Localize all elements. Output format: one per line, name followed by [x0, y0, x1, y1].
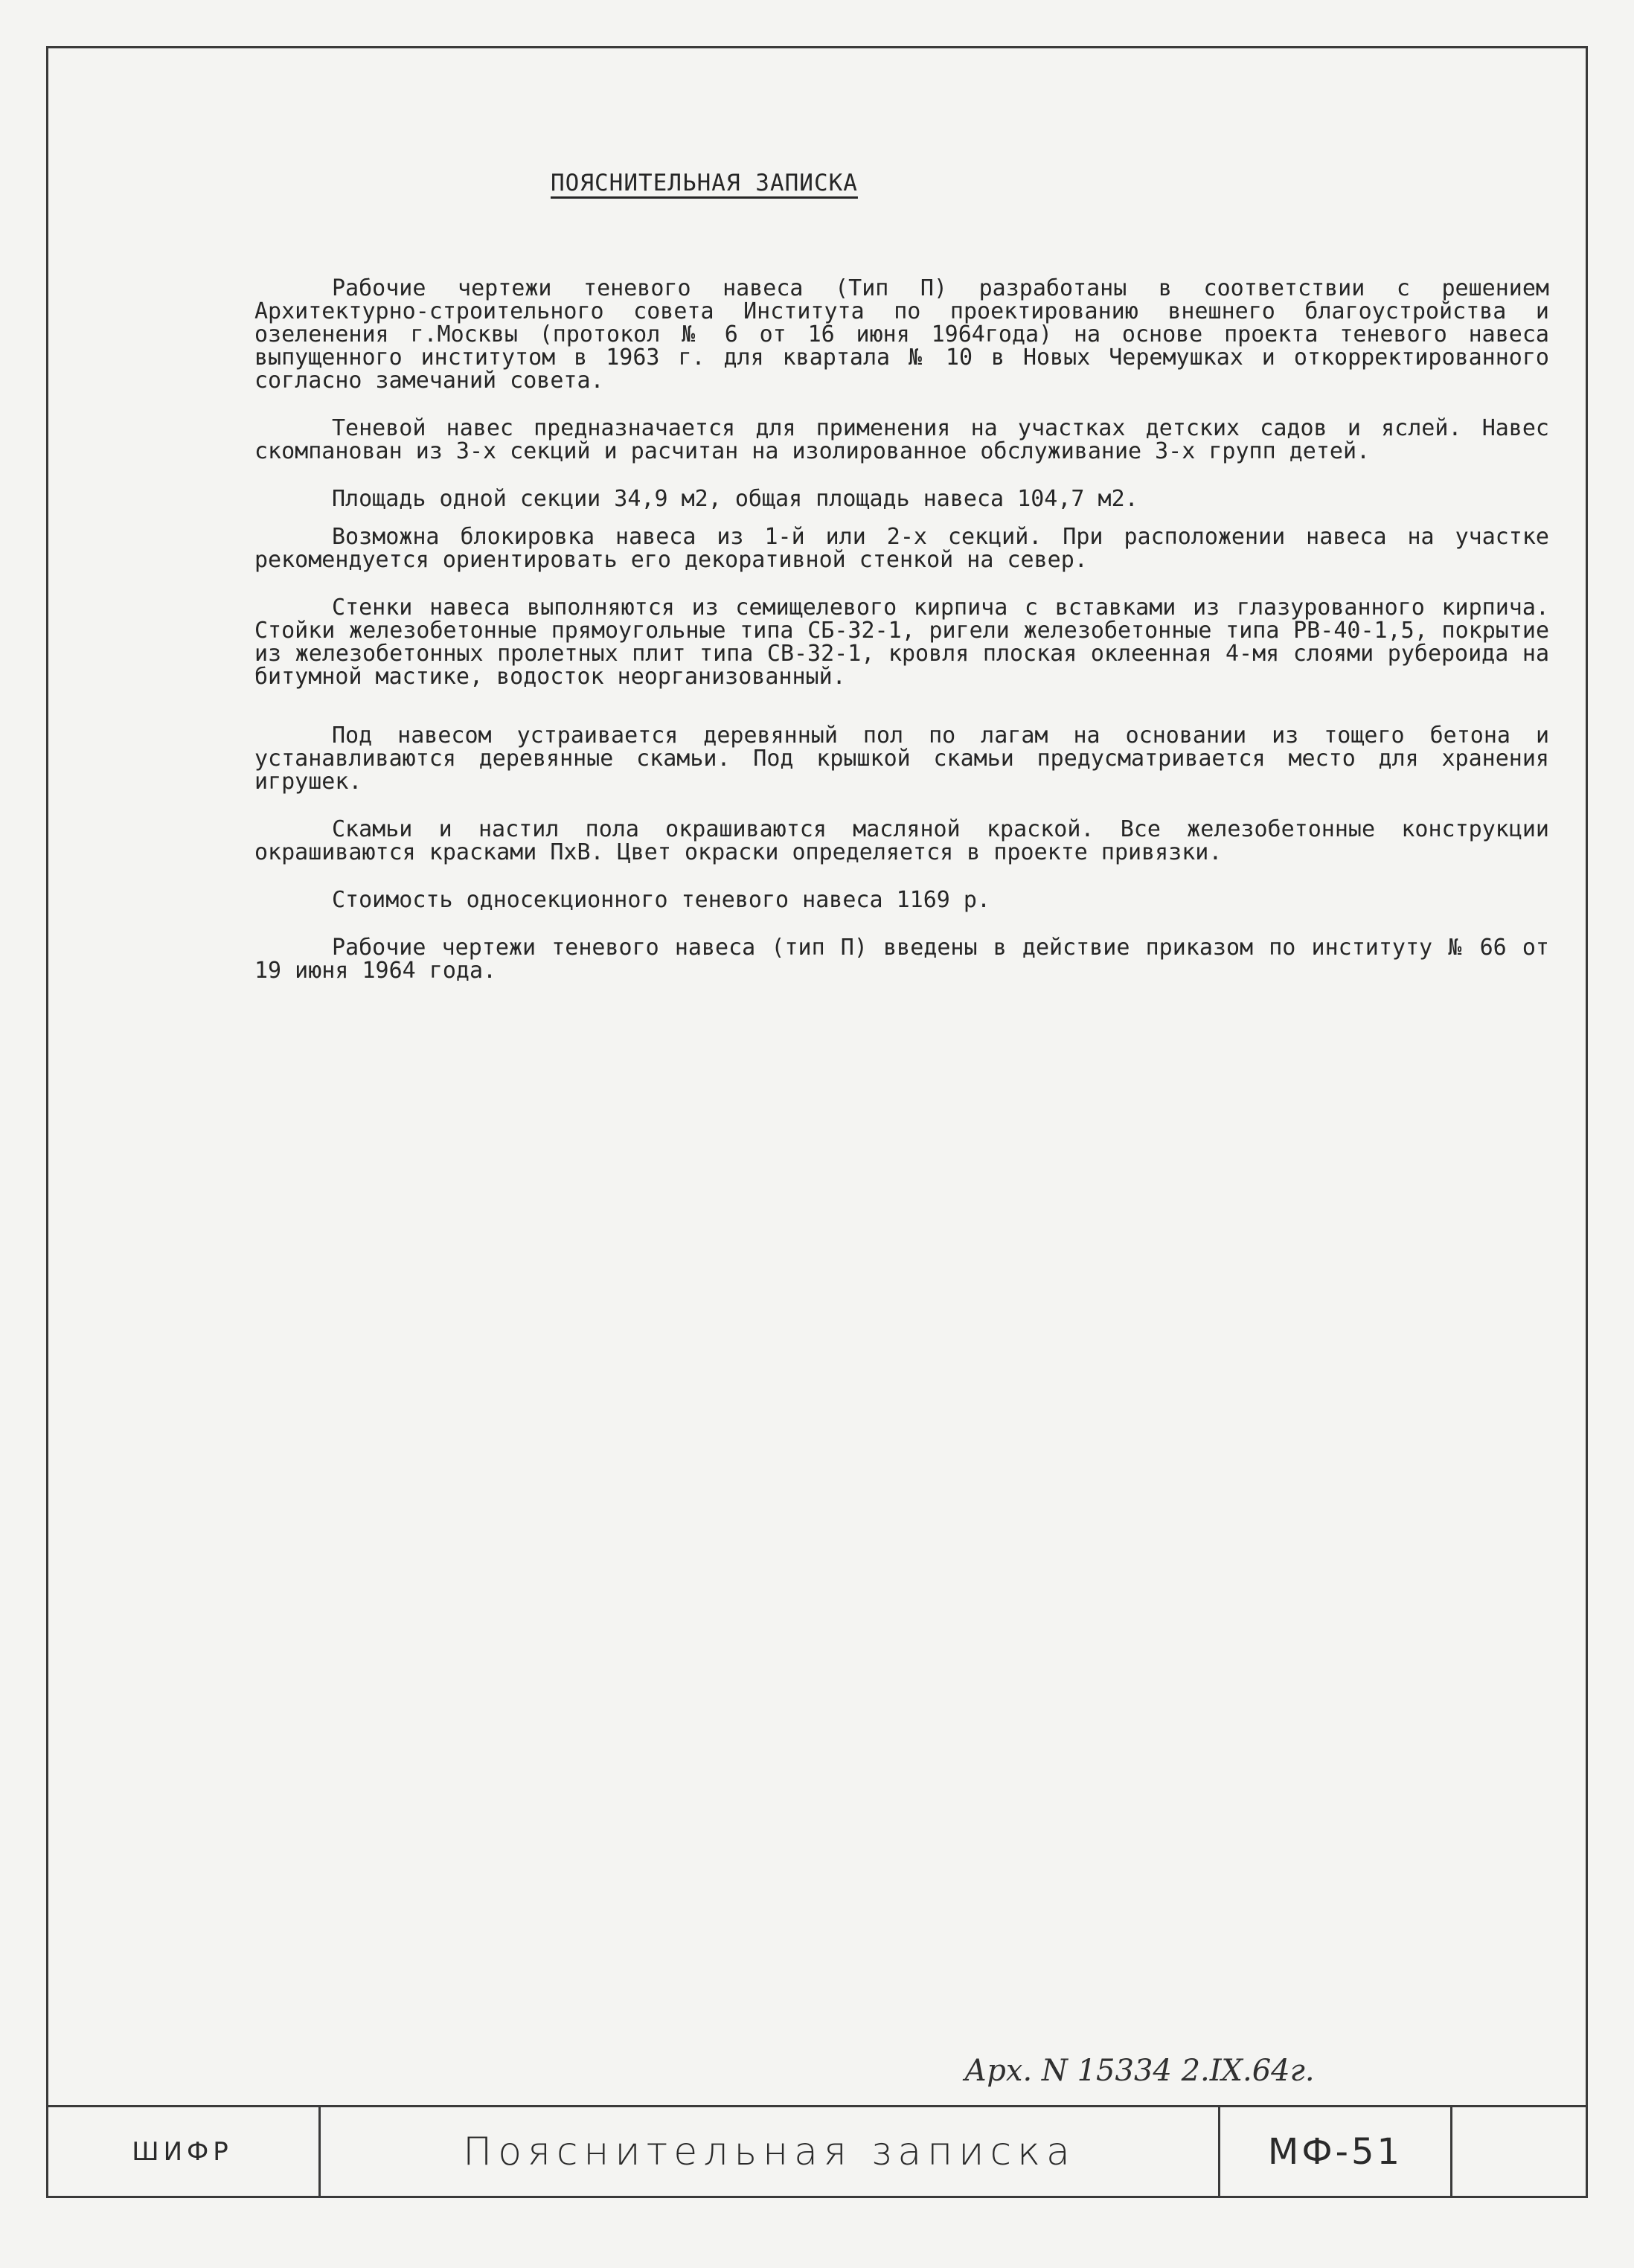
- cipher-label: ШИФР: [46, 2106, 321, 2198]
- paragraph: Под навесом устраивается деревянный пол по лагам на основании из тощего бетона и устанавливаются деревянные скамьи. Под крышкой скамьи предусматривается место для хранения игрушек.: [254, 723, 1549, 795]
- paragraph: Рабочие чертежи теневого навеса (тип П) введены в действие приказом по институту № 66 от 19 июня 1964 года.: [254, 935, 1549, 984]
- document-body: [254, 277, 1549, 1007]
- blank-cell: [1452, 2106, 1588, 2198]
- document-name: Пояснительная записка: [321, 2106, 1220, 2198]
- paragraph: Теневой навес предназначается для применения на участках детских садов и яслей. Навес скомпанован из 3-х секций и расчитан на изолированное обслуживание 3-х групп детей.: [254, 415, 1549, 464]
- paragraph: Площадь одной секции 34,9 м2, общая площадь навеса 104,7 м2.: [332, 486, 1138, 512]
- title-block: [46, 2106, 1588, 2198]
- paragraph: Стоимость односекционного теневого навеса 1169 р.: [332, 887, 991, 913]
- document-code: МФ-51: [1220, 2106, 1452, 2198]
- paragraph: Возможна блокировка навеса из 1-й или 2-х секций. При расположении навеса на участке рекомендуется ориентировать его декоративной стенкой на север.: [254, 524, 1549, 573]
- paragraph: Скамьи и настил пола окрашиваются масляной краской. Все железобетонные конструкции окрашиваются красками ПхВ. Цвет окраски определяется в проекте привязки.: [254, 816, 1549, 865]
- archive-number-note: Арх. N 15334 2.IX.64г.: [964, 2054, 1315, 2088]
- paragraph: Рабочие чертежи теневого навеса (Тип П) разработаны в соответствии с решением Архитектурно-строительного совета Института по проектированию внешнего благоустройства и озеленения г.Москвы (протокол № 6 от 16 июня 1964года) на основе проекта теневого навеса выпущенного институтом в 1963 г. для квартала № 10 в Новых Черемушках и откорректированного согласно замечаний совета.: [254, 275, 1549, 394]
- document-title: ПОЯСНИТЕЛЬНАЯ ЗАПИСКА: [551, 170, 858, 196]
- paragraph: Стенки навеса выполняются из семищелевого кирпича с вставками из глазурованного кирпича. Стойки железобетонные прямоугольные типа СБ-32-1, ригели железобетонные типа РВ-40-1,5, покрытие из железобетонных пролетных плит типа СВ-32-1, кровля плоская оклеенная 4-мя слоями рубероида на битумной мастике, водосток неорганизованный.: [254, 595, 1549, 690]
